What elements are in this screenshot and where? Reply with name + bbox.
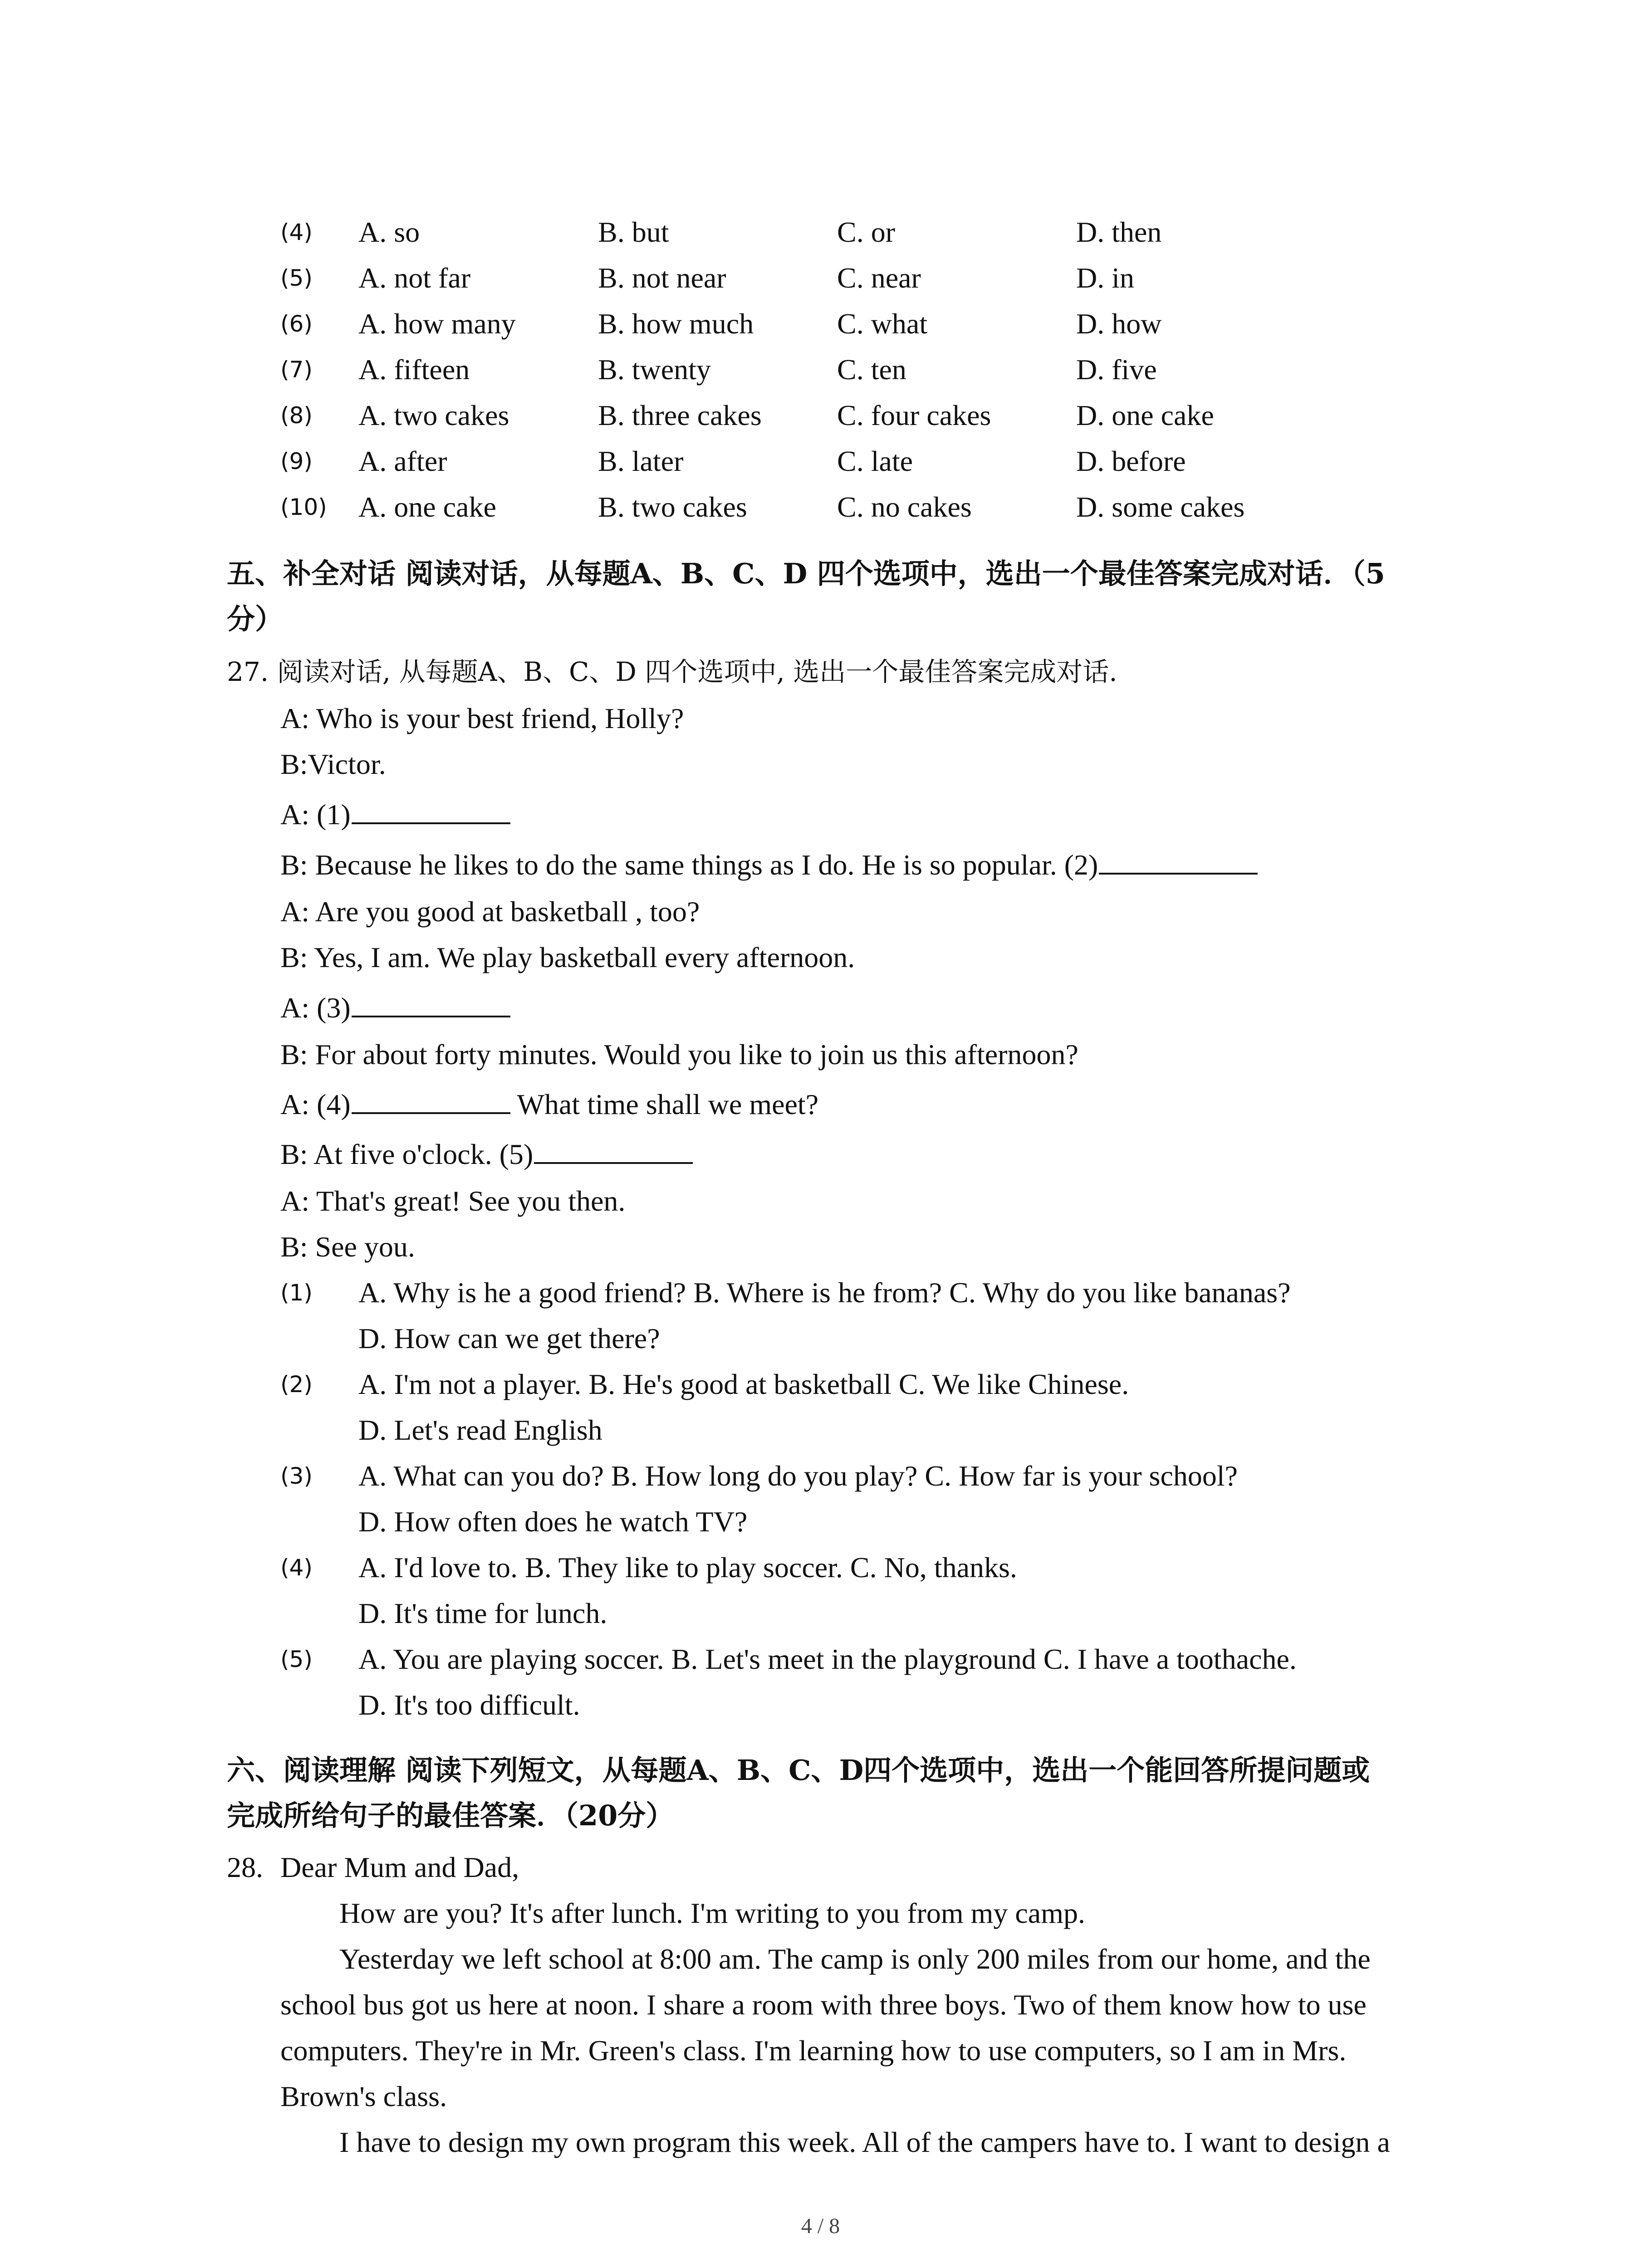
question-number: (8) — [280, 402, 313, 429]
option-c: C. late — [837, 445, 913, 477]
dialogue-line: B: Because he likes to do the same things as I do. He is so popular. (2) — [280, 842, 1258, 888]
option-d: D. one cake — [1076, 399, 1214, 431]
option-c: C. no cakes — [837, 491, 972, 523]
option-a: A. after — [358, 445, 447, 477]
dialogue-line: B: At five o'clock. (5) — [280, 1132, 693, 1177]
page-number: 4 / 8 — [801, 2214, 840, 2238]
option-c: C. near — [837, 262, 921, 294]
dialogue-line: A: Are you good at basketball , too? — [280, 895, 700, 928]
answer-blank — [352, 796, 510, 824]
sub-question-number: (3) — [280, 1463, 313, 1489]
choice-line: D. It's time for lunch. — [358, 1597, 607, 1629]
sub-question-number: (1) — [280, 1280, 313, 1306]
option-b: B. later — [598, 445, 684, 477]
choice-line: D. How often does he watch TV? — [358, 1505, 748, 1538]
option-d: D. then — [1076, 216, 1162, 248]
option-c: C. ten — [837, 353, 906, 386]
dialogue-line: A: (1) — [280, 792, 510, 837]
letter-paragraph-line: school bus got us here at noon. I share a room with three boys. Two of them know how to use — [280, 1989, 1367, 2021]
choice-line: A. I'm not a player. B. He's good at basketball C. We like Chinese. — [358, 1368, 1129, 1400]
answer-blank — [1099, 846, 1258, 875]
option-b: B. how much — [598, 308, 754, 340]
option-c: C. or — [837, 216, 895, 248]
option-d: D. five — [1076, 353, 1157, 386]
option-b: B. not near — [598, 262, 726, 294]
sub-question-number: (5) — [280, 1646, 313, 1672]
letter-paragraph: Yesterday we left school at 8:00 am. The camp is only 200 miles from our home, and the — [339, 1943, 1371, 1975]
letter-paragraph-line: computers. They're in Mr. Green's class. I'm learning how to use computers, so I am in Mrs. — [280, 2034, 1347, 2067]
dialogue-line: B:Victor. — [280, 748, 386, 780]
option-d: D. before — [1076, 445, 1186, 477]
question-number: (9) — [280, 448, 313, 474]
option-c: C. what — [837, 308, 928, 340]
question-number: (5) — [280, 265, 313, 291]
choice-line: A. I'd love to. B. They like to play soccer. C. No, thanks. — [358, 1551, 1017, 1584]
section-heading: 六、阅读理解 阅读下列短文，从每题A、B、C、D四个选项中，选出一个能回答所提问题或 — [227, 1754, 1370, 1787]
choice-line: D. It's too difficult. — [358, 1689, 580, 1721]
question-intro: 27. 阅读对话, 从每题A、B、C、D 四个选项中, 选出一个最佳答案完成对话. — [227, 656, 1117, 687]
section-heading-cont: 分） — [227, 602, 284, 635]
option-a: A. fifteen — [358, 353, 470, 386]
option-d: D. in — [1076, 262, 1134, 294]
dialogue-line: A: Who is your best friend, Holly? — [280, 702, 684, 734]
choice-line: D. How can we get there? — [358, 1322, 660, 1354]
dialogue-line: A: That's great! See you then. — [280, 1185, 626, 1217]
sub-question-number: (2) — [280, 1371, 313, 1398]
dialogue-line: B: Yes, I am. We play basketball every afternoon. — [280, 941, 855, 973]
option-b: B. two cakes — [598, 491, 747, 523]
option-b: B. twenty — [598, 353, 711, 386]
dialogue-line: B: For about forty minutes. Would you like to join us this afternoon? — [280, 1038, 1078, 1070]
section-heading-cont: 完成所给句子的最佳答案．（20分） — [227, 1799, 674, 1832]
option-b: B. three cakes — [598, 399, 762, 431]
question-number: 28. — [227, 1851, 263, 1883]
answer-blank — [352, 1086, 510, 1114]
question-number: (6) — [280, 311, 313, 337]
option-b: B. but — [598, 216, 669, 248]
option-a: A. two cakes — [358, 399, 509, 431]
option-c: C. four cakes — [837, 399, 991, 431]
choice-line: A. Why is he a good friend? B. Where is he from? C. Why do you like bananas? — [358, 1276, 1291, 1309]
option-d: D. how — [1076, 308, 1162, 340]
question-number: (10) — [280, 494, 327, 520]
letter-paragraph-line: Brown's class. — [280, 2080, 447, 2112]
option-a: A. one cake — [358, 491, 496, 523]
option-a: A. so — [358, 216, 420, 248]
dialogue-line: B: See you. — [280, 1231, 415, 1263]
letter-paragraph: How are you? It's after lunch. I'm writing to you from my camp. — [339, 1897, 1085, 1929]
dialogue-line: A: (3) — [280, 985, 510, 1031]
option-d: D. some cakes — [1076, 491, 1245, 523]
choice-line: D. Let's read English — [358, 1414, 603, 1446]
section-heading: 五、补全对话 阅读对话，从每题A、B、C、D 四个选项中，选出一个最佳答案完成对话．（5 — [227, 557, 1385, 590]
option-a: A. how many — [358, 308, 516, 340]
answer-blank — [352, 989, 510, 1017]
letter-salutation: Dear Mum and Dad, — [280, 1851, 519, 1883]
sub-question-number: (4) — [280, 1554, 313, 1581]
letter-paragraph: I have to design my own program this week. All of the campers have to. I want to design a — [339, 2126, 1390, 2158]
choice-line: A. What can you do? B. How long do you play? C. How far is your school? — [358, 1460, 1238, 1492]
option-a: A. not far — [358, 262, 471, 294]
choice-line: A. You are playing soccer. B. Let's meet in the playground C. I have a toothache. — [358, 1643, 1297, 1675]
dialogue-line: A: (4) What time shall we meet? — [280, 1082, 818, 1127]
question-number: (4) — [280, 219, 313, 245]
question-number: (7) — [280, 357, 313, 383]
answer-blank — [534, 1136, 693, 1164]
